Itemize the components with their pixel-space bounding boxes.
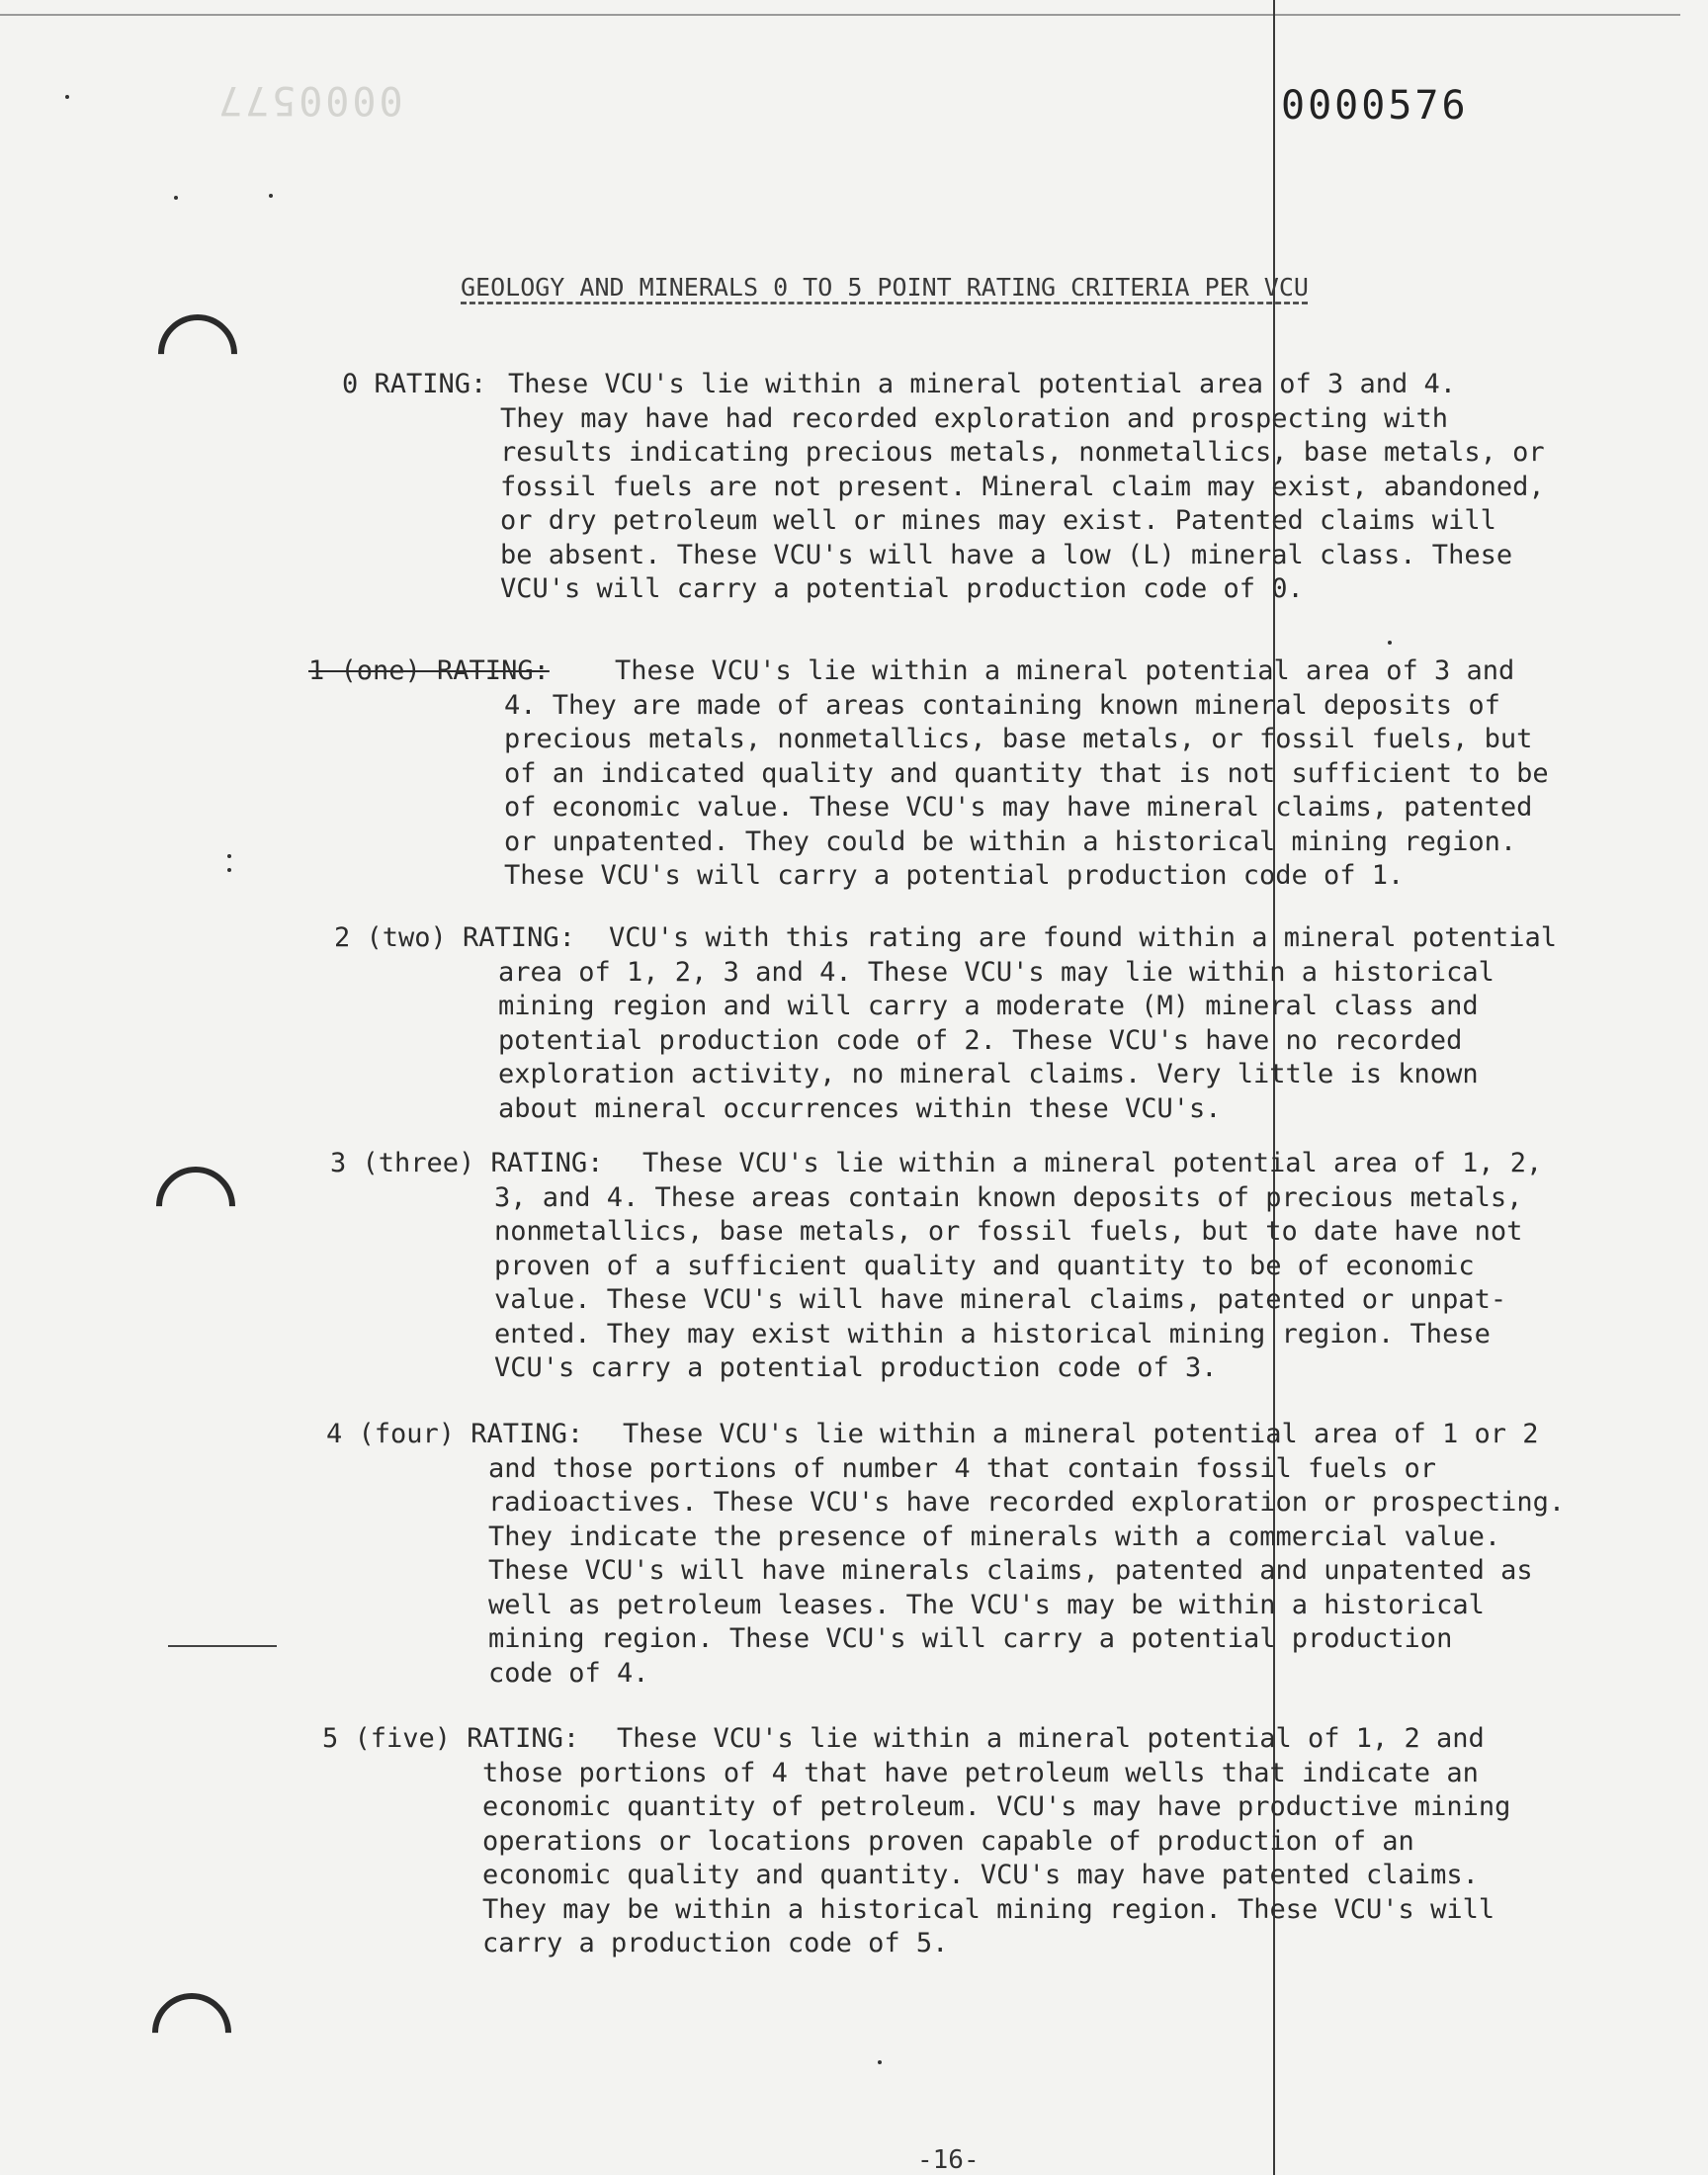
punch-hole-mark bbox=[141, 298, 253, 409]
scan-speck bbox=[269, 194, 273, 198]
text-line: These VCU's will carry a potential production code of 1. bbox=[504, 860, 1405, 891]
text-line: proven of a sufficient quality and quantity to be of economic bbox=[494, 1250, 1475, 1281]
text-line: or dry petroleum well or mines may exist. Patented claims will bbox=[500, 505, 1496, 536]
text-line: or unpatented. They could be within a historical mining region. bbox=[504, 826, 1517, 857]
text-line: They may be within a historical mining region. These VCU's will bbox=[482, 1893, 1495, 1925]
page-title: GEOLOGY AND MINERALS 0 TO 5 POINT RATING CRITERIA PER VCU bbox=[461, 273, 1309, 302]
text-line: well as petroleum leases. The VCU's may be within a historical bbox=[488, 1589, 1485, 1620]
text-line: VCU's will carry a potential production code of 0. bbox=[500, 573, 1304, 604]
text-line: They indicate the presence of minerals with a commercial value. bbox=[488, 1521, 1501, 1552]
rating-label-2: 2 (two) RATING: bbox=[334, 922, 575, 953]
text-line: VCU's with this rating are found within a mineral potential bbox=[609, 922, 1558, 953]
text-line: carry a production code of 5. bbox=[482, 1928, 949, 1958]
text-line: exploration activity, no mineral claims. Very little is known bbox=[498, 1059, 1479, 1089]
margin-dash-mark bbox=[168, 1645, 277, 1647]
text-line: economic quantity of petroleum. VCU's may have productive mining bbox=[482, 1791, 1511, 1822]
text-line: VCU's carry a potential production code of 3. bbox=[494, 1352, 1218, 1383]
text-line: value. These VCU's will have mineral claims, patented or unpat- bbox=[494, 1284, 1507, 1315]
text-line: These VCU's lie within a mineral potential area of 3 and 4. bbox=[508, 369, 1457, 399]
text-line: operations or locations proven capable of production of an bbox=[482, 1825, 1414, 1857]
rating-label-4: 4 (four) RATING: bbox=[326, 1419, 584, 1449]
text-line: mining region. These VCU's will carry a potential production bbox=[488, 1623, 1453, 1654]
rating-label-1: 1 (one) RATING: bbox=[308, 655, 550, 686]
bleed-through-number: 0000577 bbox=[215, 77, 403, 123]
punch-hole-mark bbox=[135, 1976, 247, 2088]
scan-speck bbox=[1388, 641, 1392, 645]
text-line: of an indicated quality and quantity that is not sufficient to be bbox=[504, 757, 1549, 789]
text-line: These VCU's lie within a mineral potential area of 1, 2, bbox=[642, 1148, 1543, 1178]
text-line: mining region and will carry a moderate (M) mineral class and bbox=[498, 991, 1479, 1021]
text-line: area of 1, 2, 3 and 4. These VCU's may lie within a historical bbox=[498, 956, 1494, 988]
scan-speck bbox=[174, 196, 178, 200]
text-line: potential production code of 2. These VCU's have no recorded bbox=[498, 1024, 1463, 1056]
text-line: These VCU's lie within a mineral potential of 1, 2 and bbox=[617, 1723, 1485, 1754]
text-line: These VCU's lie within a mineral potential area of 1 or 2 bbox=[623, 1419, 1539, 1449]
text-line: about mineral occurrences within these VCU's. bbox=[498, 1092, 1222, 1124]
rating-label-5: 5 (five) RATING: bbox=[322, 1723, 580, 1754]
text-line: These VCU's lie within a mineral potential area of 3 and bbox=[615, 655, 1515, 686]
text-line: be absent. These VCU's will have a low (L) mineral class. These bbox=[500, 539, 1513, 570]
text-line: 4. They are made of areas containing known mineral deposits of bbox=[504, 689, 1500, 721]
text-line: precious metals, nonmetallics, base metals, or fossil fuels, but bbox=[504, 724, 1533, 754]
scan-speck bbox=[65, 95, 69, 99]
document-number: 0000576 bbox=[1281, 83, 1469, 129]
text-line: code of 4. bbox=[488, 1657, 649, 1689]
text-line: 3, and 4. These areas contain known deposits of precious metals, bbox=[494, 1181, 1523, 1213]
text-line: economic quality and quantity. VCU's may have patented claims. bbox=[482, 1860, 1479, 1890]
text-line: and those portions of number 4 that contain fossil fuels or bbox=[488, 1452, 1437, 1484]
scan-speck bbox=[878, 2060, 882, 2064]
text-line: nonmetallics, base metals, or fossil fuels, but to date have not bbox=[494, 1216, 1523, 1247]
text-line: results indicating precious metals, nonmetallics, base metals, or bbox=[500, 437, 1545, 468]
text-line: those portions of 4 that have petroleum wells that indicate an bbox=[482, 1757, 1479, 1788]
page-top-edge bbox=[0, 14, 1680, 16]
text-line: They may have had recorded exploration and prospecting with bbox=[500, 402, 1449, 434]
page-number: -16- bbox=[917, 2145, 980, 2175]
rating-label-0: 0 RATING: bbox=[342, 369, 487, 399]
text-line: of economic value. These VCU's may have mineral claims, patented bbox=[504, 792, 1533, 823]
text-line: ented. They may exist within a historical mining region. These bbox=[494, 1318, 1491, 1349]
scan-speck bbox=[227, 868, 231, 872]
rating-label-3: 3 (three) RATING: bbox=[330, 1148, 604, 1178]
punch-hole-mark bbox=[139, 1150, 251, 1262]
text-line: fossil fuels are not present. Mineral claim may exist, abandoned, bbox=[500, 471, 1545, 502]
text-line: These VCU's will have minerals claims, patented and unpatented as bbox=[488, 1555, 1533, 1586]
scan-speck bbox=[227, 854, 231, 858]
text-line: radioactives. These VCU's have recorded exploration or prospecting. bbox=[488, 1487, 1566, 1518]
